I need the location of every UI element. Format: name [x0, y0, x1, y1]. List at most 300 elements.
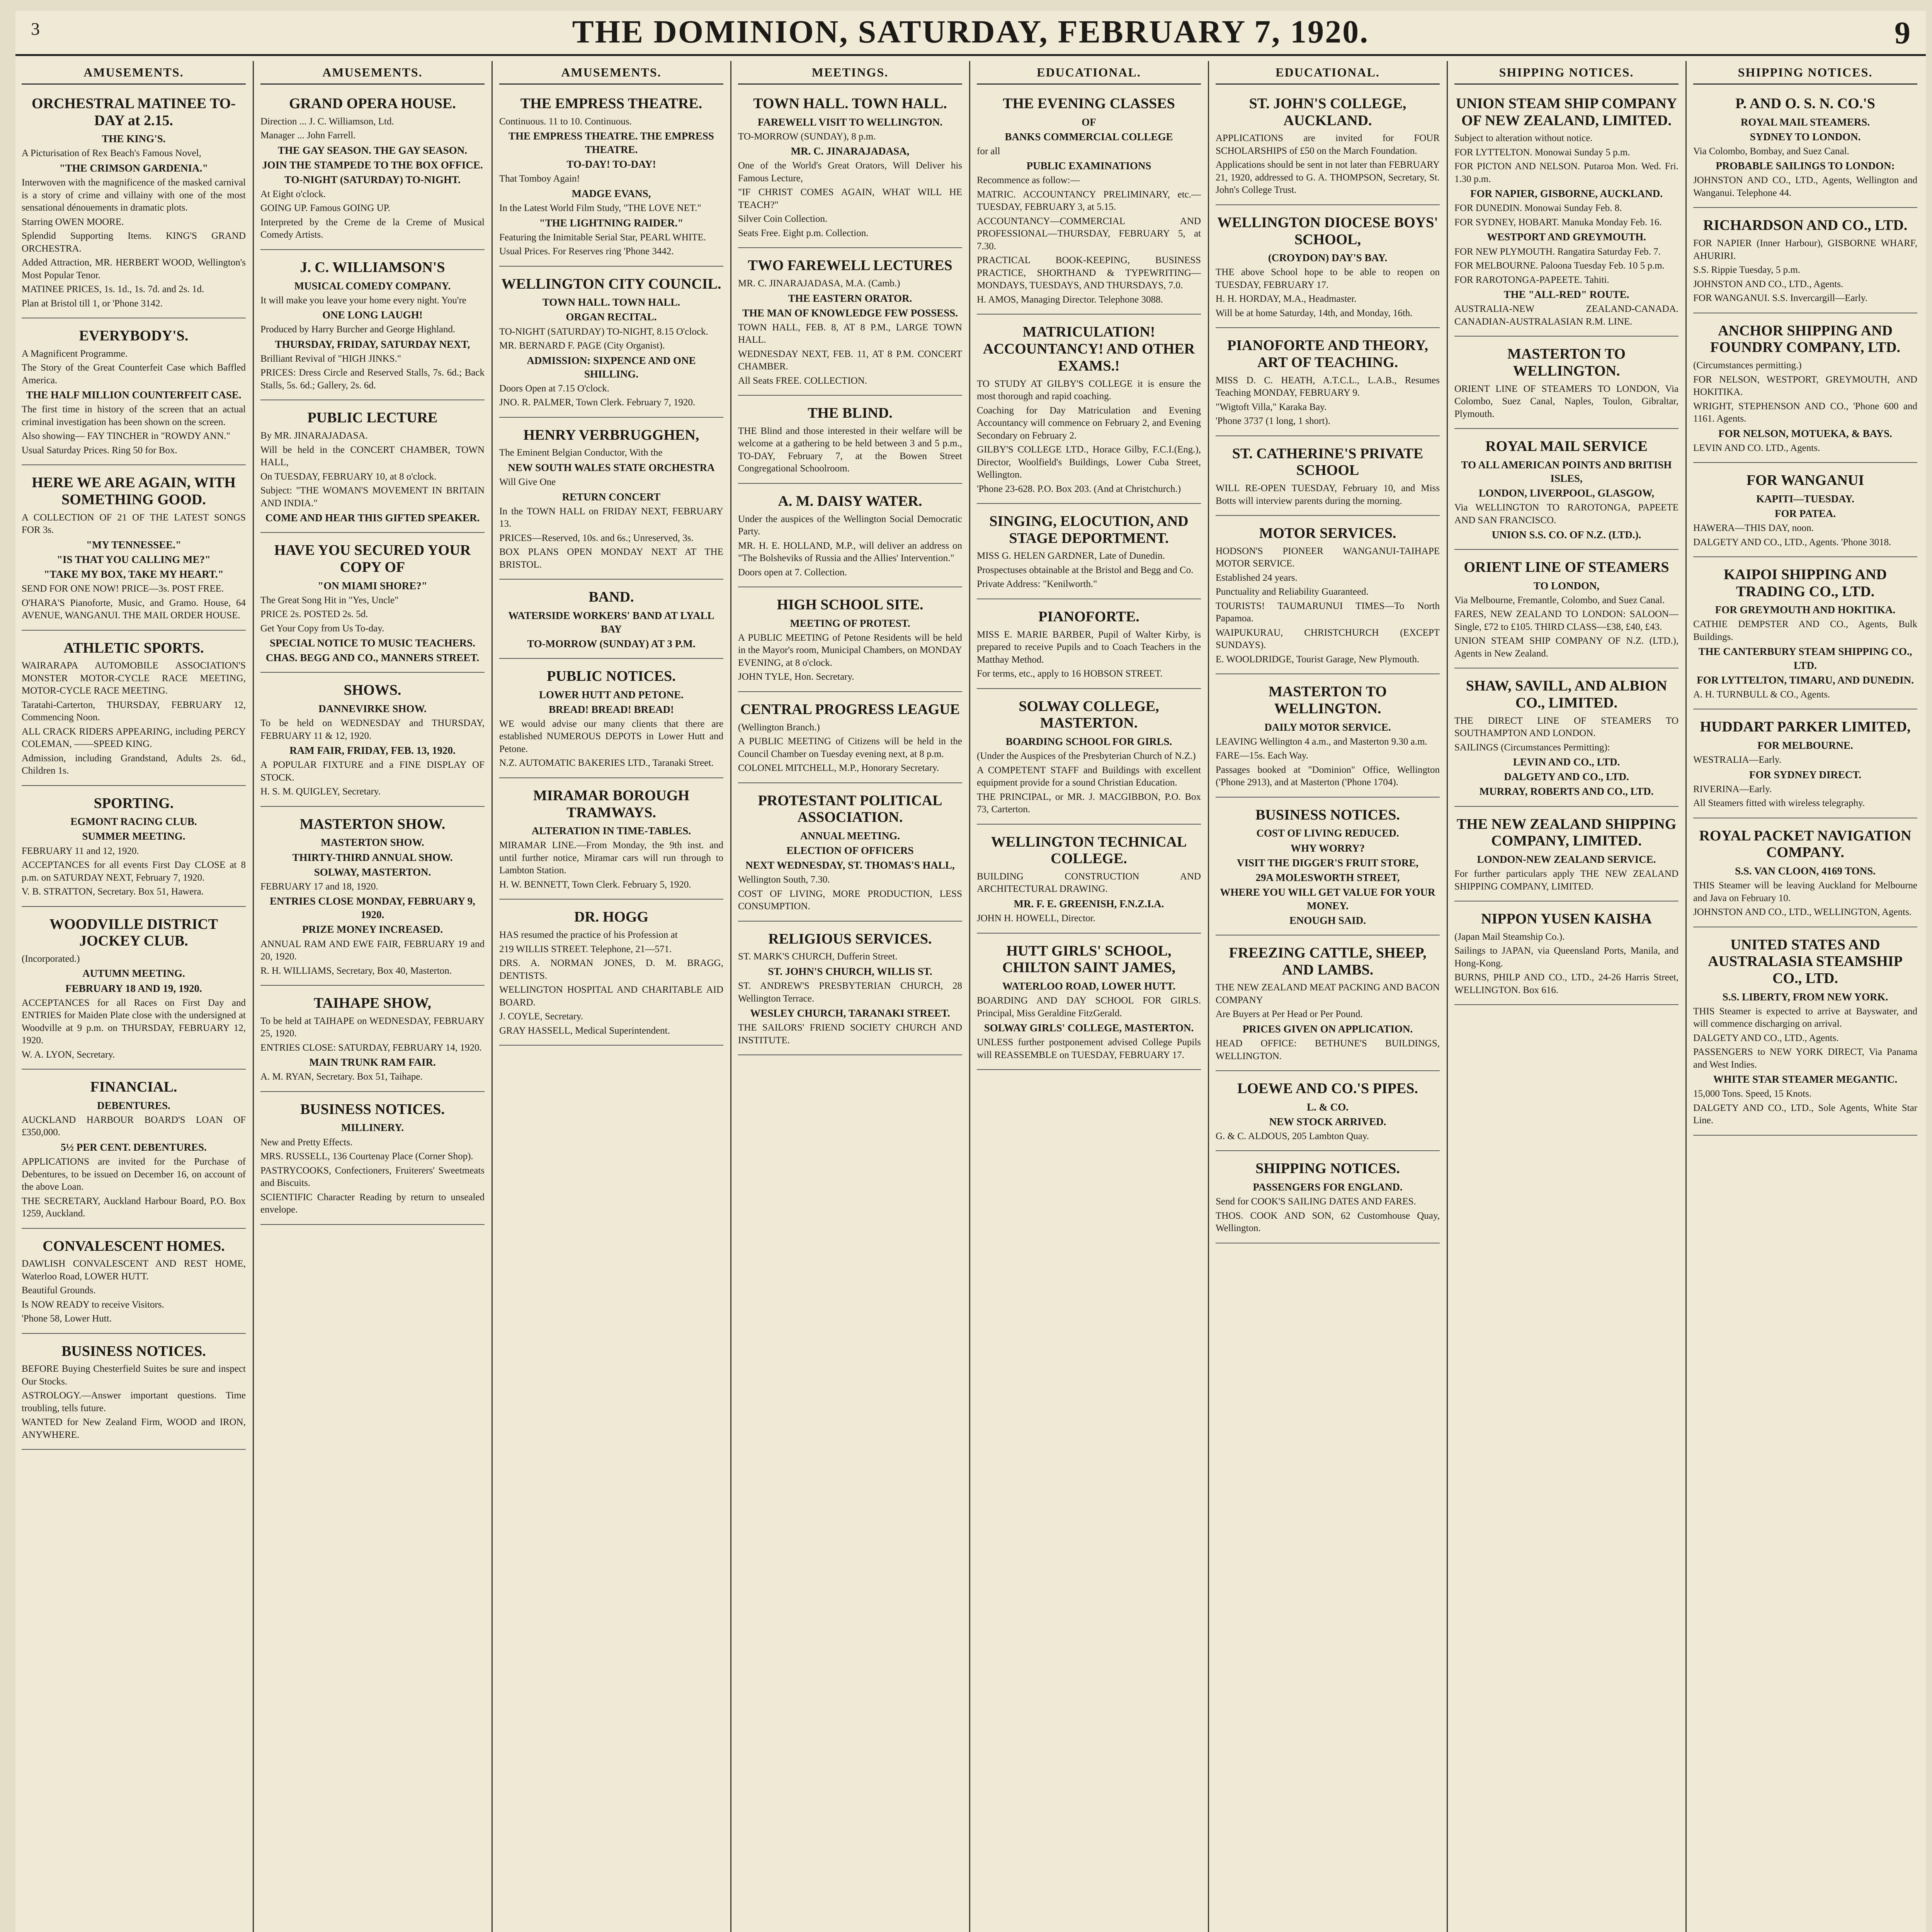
ad-text-line: WILL RE-OPEN TUESDAY, February 10, and Miss Botts will interview parents during the morning.: [1216, 483, 1440, 506]
ad-text-line: MAIN TRUNK RAM FAIR.: [309, 1056, 436, 1068]
ad-heading: MASTERTON TO WELLINGTON.: [1507, 346, 1626, 379]
ad-text-line: H. S. M. QUIGLEY, Secretary.: [260, 786, 381, 797]
advertisement: [738, 488, 962, 587]
page-title: THE DOMINION, SATURDAY, FEBRUARY 7, 1920.: [572, 14, 1369, 50]
ad-text-line: DALGETY AND CO., LTD.: [1504, 771, 1629, 783]
ad-text-line: MURRAY, ROBERTS AND CO., LTD.: [1479, 786, 1654, 798]
ad-heading: EVERYBODY'S.: [79, 328, 189, 344]
ad-text-line: Recommence as follow:—: [977, 175, 1080, 186]
advertisement: [1216, 678, 1440, 797]
ad-heading: BUSINESS NOTICES.: [1255, 806, 1400, 823]
ad-text-line: FEBRUARY 11 and 12, 1920.: [22, 845, 139, 856]
ad-text-line: THIS Steamer is expected to arrive at Bayswater, and will commence discharging on arrival.: [1693, 1006, 1917, 1029]
ad-text-line: Interwoven with the magnificence of the masked carnival is a story of crime and villainy with one of the most sensational dénouements in dramatic plots.: [22, 177, 246, 213]
ad-text-line: A COMPETENT STAFF and Buildings with excellent equipment provide for a sound Christian Education.: [977, 765, 1201, 788]
ad-text-line: MIRAMAR LINE.—From Monday, the 9th inst. and until further notice, Miramar cars will run through to Lambton Station.: [499, 840, 723, 876]
ad-text-line: ADMISSION: SIXPENCE AND ONE SHILLING.: [527, 354, 696, 380]
ad-heading: MIRAMAR BOROUGH TRAMWAYS.: [533, 787, 690, 821]
ad-heading: WELLINGTON CITY COUNCIL.: [501, 276, 721, 292]
ad-text-line: JOIN THE STAMPEDE TO THE BOX OFFICE.: [262, 159, 483, 171]
ad-heading: HUDDART PARKER LIMITED,: [1700, 719, 1911, 735]
advertisement: [1216, 209, 1440, 328]
ad-heading: SOLWAY COLLEGE, MASTERTON.: [1019, 698, 1159, 731]
ad-heading: TOWN HALL. TOWN HALL.: [753, 95, 947, 112]
ad-text-line: THE EMPRESS THEATRE. THE EMPRESS THEATRE.: [509, 130, 714, 156]
ad-text-line: New and Pretty Effects.: [260, 1137, 353, 1148]
ad-text-line: PRICES—Reserved, 10s. and 6s.; Unreserved, 3s.: [499, 532, 694, 543]
ad-text-line: UNLESS further postponement advised College Pupils will REASSEMBLE on TUESDAY, FEBRUARY 17.: [977, 1037, 1201, 1060]
ad-text-line: That Tomboy Again!: [499, 173, 580, 184]
ad-heading: PUBLIC NOTICES.: [547, 668, 676, 685]
ad-text-line: THE CANTERBURY STEAM SHIPPING CO., LTD.: [1698, 646, 1912, 671]
ad-heading: UNION STEAM SHIP COMPANY OF NEW ZEALAND, LIMITED.: [1456, 95, 1677, 129]
ad-text-line: Also showing— FAY TINCHER in "ROWDY ANN.": [22, 431, 230, 442]
ad-text-line: THE NEW ZEALAND MEAT PACKING AND BACON COMPANY: [1216, 982, 1440, 1005]
ad-text-line: 'Phone 3737 (1 long, 1 short).: [1216, 416, 1330, 427]
ad-text-line: MISS E. MARIE BARBER, Pupil of Walter Kirby, is prepared to receive Pupils and to Coach Teachers in the Matthay Method.: [977, 629, 1201, 665]
ad-text-line: H. W. BENNETT, Town Clerk. February 5, 1920.: [499, 879, 691, 890]
ad-heading: PUBLIC LECTURE: [307, 410, 438, 426]
ad-text-line: Via Melbourne, Fremantle, Colombo, and Suez Canal.: [1454, 595, 1665, 605]
ad-heading: UNITED STATES AND AUSTRALASIA STEAMSHIP CO., LTD.: [1708, 936, 1903, 986]
newspaper-column: [15, 63, 252, 1932]
ad-text-line: MISS G. HELEN GARDNER, Late of Dunedin.: [977, 551, 1165, 561]
ad-heading: CENTRAL PROGRESS LEAGUE: [740, 701, 960, 718]
newspaper-page: [15, 11, 1926, 1932]
ad-heading: FOR WANGANUI: [1746, 472, 1864, 489]
ad-heading: MASTERTON TO WELLINGTON.: [1269, 684, 1387, 717]
ad-text-line: GOING UP. Famous GOING UP.: [260, 203, 391, 214]
ad-text-line: Subject to alteration without notice.: [1454, 133, 1593, 144]
ad-heading: J. C. WILLIAMSON'S: [300, 259, 445, 276]
advertisement: [260, 1096, 485, 1225]
ad-text-line: For terms, etc., apply to 16 HOBSON STREET.: [977, 668, 1163, 679]
ad-heading: WELLINGTON TECHNICAL COLLEGE.: [991, 833, 1187, 867]
ad-text-line: "ON MIAMI SHORE?": [318, 580, 427, 592]
ad-heading: SINGING, ELOCUTION, AND STAGE DEPORTMENT.: [989, 513, 1189, 546]
ad-heading: KAIPOI SHIPPING AND TRADING CO., LTD.: [1723, 566, 1887, 600]
ad-text-line: Brilliant Revival of "HIGH JINKS.": [260, 353, 401, 364]
ad-text-line: THE Blind and those interested in their welfare will be welcome at a gathering to be held between 3 and 5 p.m., TO-DAY, February 7, at the Bowen Street Congregational Schoolroom.: [738, 425, 962, 474]
advertisement: [1216, 939, 1440, 1071]
ad-text-line: ROYAL MAIL STEAMERS.: [1740, 116, 1870, 128]
masthead: [15, 11, 1926, 56]
column-rule: [1685, 61, 1687, 1932]
ad-text-line: CATHIE DEMPSTER AND CO., Agents, Bulk Buildings.: [1693, 619, 1917, 642]
ad-text-line: MATINEE PRICES, 1s. 1d., 1s. 7d. and 2s. 1d.: [22, 284, 204, 295]
ad-heading: P. AND O. S. N. CO.'S: [1735, 95, 1875, 112]
ad-text-line: PRICES GIVEN ON APPLICATION.: [1242, 1023, 1413, 1035]
advertisement: [738, 696, 962, 783]
ad-text-line: WEDNESDAY NEXT, FEB. 11, AT 8 P.M. CONCERT CHAMBER.: [738, 349, 962, 372]
ad-text-line: (Japan Mail Steamship Co.).: [1454, 931, 1565, 942]
ad-text-line: "Wigtoft Villa," Karaka Bay.: [1216, 401, 1327, 412]
ad-text-line: KAPITI—TUESDAY.: [1756, 493, 1854, 505]
ad-text-line: N.Z. AUTOMATIC BAKERIES LTD., Taranaki Street.: [499, 758, 714, 769]
ad-text-line: 219 WILLIS STREET. Telephone, 21—571.: [499, 944, 672, 954]
ad-text-line: (Circumstances permitting.): [1693, 360, 1802, 371]
newspaper-column: [732, 63, 968, 1932]
ad-text-line: THE KING'S.: [102, 133, 166, 145]
ad-text-line: A POPULAR FIXTURE and a FINE DISPLAY OF STOCK.: [260, 760, 485, 783]
ad-text-line: THE "ALL-RED" ROUTE.: [1503, 289, 1629, 301]
ad-text-line: (Under the Auspices of the Presbyterian Church of N.Z.): [977, 751, 1196, 762]
column-header: AMUSEMENTS.: [499, 63, 723, 85]
ad-heading: SHAW, SAVILL, AND ALBION CO., LIMITED.: [1466, 678, 1667, 711]
ad-heading: ROYAL MAIL SERVICE: [1485, 438, 1648, 455]
newspaper-column: [1687, 63, 1923, 1932]
ad-text-line: FOR DUNEDIN. Monowai Sunday Feb. 8.: [1454, 203, 1622, 214]
advertisement: [1216, 520, 1440, 674]
advertisement: [260, 990, 485, 1092]
ad-text-line: Interpreted by the Creme de la Creme of Musical Comedy Artists.: [260, 217, 485, 240]
ad-text-line: TO-DAY! TO-DAY!: [566, 158, 656, 170]
ad-text-line: A. H. TURNBULL & CO., Agents.: [1693, 689, 1830, 700]
ad-text-line: 15,000 Tons. Speed, 15 Knots.: [1693, 1088, 1812, 1099]
ad-text-line: The Story of the Great Counterfeit Case which Baffled America.: [22, 362, 246, 386]
advertisement: [22, 469, 246, 630]
ad-text-line: S.S. VAN CLOON, 4169 TONS.: [1735, 865, 1876, 877]
ad-text-line: ORIENT LINE OF STEAMERS TO LONDON, Via Colombo, Suez Canal, Naples, Toulon, Gibraltar, Plymouth.: [1454, 383, 1679, 419]
ad-text-line: SOLWAY, MASTERTON.: [314, 866, 431, 878]
ad-text-line: W. A. LYON, Secretary.: [22, 1049, 115, 1060]
column-rule: [969, 61, 970, 1932]
ad-text-line: THE DIRECT LINE OF STEAMERS TO SOUTHAMPTON AND LONDON.: [1454, 715, 1679, 739]
ad-text-line: Send for COOK'S SAILING DATES AND FARES.: [1216, 1196, 1416, 1207]
ad-text-line: NEW SOUTH WALES STATE ORCHESTRA: [508, 461, 715, 473]
ad-heading: ORIENT LINE OF STEAMERS: [1464, 559, 1669, 576]
ad-heading: HENRY VERBRUGGHEN,: [523, 427, 699, 443]
ad-text-line: V. B. STRATTON, Secretary. Box 51, Hawera.: [22, 886, 204, 897]
advertisement: [22, 634, 246, 786]
ad-text-line: LEVIN AND CO., LTD.: [1513, 756, 1620, 768]
advertisement: [1216, 440, 1440, 516]
ad-text-line: CHAS. BEGG AND CO., MANNERS STREET.: [265, 652, 480, 664]
ad-text-line: Direction ... J. C. Williamson, Ltd.: [260, 116, 394, 127]
ad-text-line: WANTED for New Zealand Firm, WOOD and IRON, ANYWHERE.: [22, 1417, 246, 1440]
advertisement: [1454, 90, 1679, 337]
advertisement: [977, 508, 1201, 599]
ad-text-line: FOR MELBOURNE.: [1757, 739, 1853, 751]
ad-text-line: Is NOW READY to receive Visitors.: [22, 1299, 164, 1310]
ad-text-line: THIRTY-THIRD ANNUAL SHOW.: [292, 851, 453, 863]
ad-text-line: APPLICATIONS are invited for FOUR SCHOLARSHIPS of £50 on the March Foundation.: [1216, 133, 1440, 156]
ad-text-line: O'HARA'S Pianoforte, Music, and Gramo. House, 64 AVENUE, WANGANUI. THE MAIL ORDER HOUSE.: [22, 597, 246, 621]
ad-text-line: "THE LIGHTNING RAIDER.": [539, 217, 684, 229]
ad-text-line: L. & CO.: [1307, 1101, 1349, 1113]
ad-text-line: DAWLISH CONVALESCENT AND REST HOME, Waterloo Road, LOWER HUTT.: [22, 1259, 246, 1282]
ad-text-line: DANNEVIRKE SHOW.: [318, 703, 427, 715]
ad-text-line: LOWER HUTT AND PETONE.: [539, 689, 684, 701]
ad-text-line: WELLINGTON HOSPITAL AND CHARITABLE AID BOARD.: [499, 985, 723, 1008]
ad-text-line: Produced by Harry Burcher and George Highland.: [260, 324, 456, 335]
ad-text-line: FEBRUARY 17 and 18, 1920.: [260, 881, 378, 892]
ad-heading: NIPPON YUSEN KAISHA: [1481, 911, 1652, 927]
ad-text-line: S.S. LIBERTY, FROM NEW YORK.: [1722, 991, 1888, 1003]
ad-text-line: AUSTRALIA-NEW ZEALAND-CANADA. CANADIAN-AUSTRALASIAN R.M. LINE.: [1454, 304, 1679, 327]
ad-text-line: ALL CRACK RIDERS APPEARING, including PERCY COLEMAN, ——SPEED KING.: [22, 726, 246, 750]
ad-text-line: FOR SYDNEY DIRECT.: [1749, 769, 1862, 781]
ad-text-line: TO-NIGHT (SATURDAY) TO-NIGHT, 8.15 O'clock.: [499, 326, 708, 337]
ad-text-line: PASSENGERS FOR ENGLAND.: [1253, 1181, 1403, 1193]
ad-text-line: R. H. WILLIAMS, Secretary, Box 40, Masterton.: [260, 965, 452, 976]
ad-text-line: TOURISTS! TAUMARUNUI TIMES—To North Papamoa.: [1216, 600, 1440, 624]
ad-text-line: A. M. RYAN, Secretary. Box 51, Taihape.: [260, 1071, 423, 1082]
ad-text-line: ACCEPTANCES for all events First Day CLOSE at 8 p.m. on SATURDAY NEXT, February 7, 1920.: [22, 860, 246, 883]
ad-text-line: UNION S.S. CO. OF N.Z. (LTD.).: [1492, 529, 1641, 541]
ad-text-line: FOR LYTTELTON. Monowai Sunday 5 p.m.: [1454, 147, 1630, 158]
ad-text-line: G. & C. ALDOUS, 205 Lambton Quay.: [1216, 1131, 1369, 1141]
ad-text-line: MEETING OF PROTEST.: [790, 617, 910, 629]
ad-heading: HERE WE ARE AGAIN, WITH SOMETHING GOOD.: [32, 474, 236, 508]
advertisement: [499, 903, 723, 1046]
ad-text-line: All Seats FREE. COLLECTION.: [738, 375, 867, 386]
ad-text-line: ENTRIES CLOSE MONDAY, FEBRUARY 9, 1920.: [270, 895, 475, 921]
ad-text-line: "TAKE MY BOX, TAKE MY HEART.": [44, 568, 224, 580]
ad-text-line: WAIRARAPA AUTOMOBILE ASSOCIATION'S MONSTER MOTOR-CYCLE RACE MEETING, MOTOR-CYCLE RACE MEETING.: [22, 660, 246, 696]
ad-text-line: JNO. R. PALMER, Town Clerk. February 7, 1920.: [499, 397, 696, 408]
ad-text-line: for all: [977, 146, 1000, 156]
column-header: AMUSEMENTS.: [22, 63, 246, 85]
ad-text-line: DALGETY AND CO., LTD., Sole Agents, White Star Line.: [1693, 1102, 1917, 1126]
ad-text-line: MISS D. C. HEATH, A.T.C.L., L.A.B., Resumes Teaching MONDAY, FEBRUARY 9.: [1216, 375, 1440, 398]
ad-text-line: FARES, NEW ZEALAND TO LONDON: SALOON—Single, £72 to £105. THIRD CLASS—£38, £40, £43.: [1454, 609, 1679, 632]
ad-heading: PROTESTANT POLITICAL ASSOCIATION.: [758, 792, 942, 826]
advertisement: [1216, 332, 1440, 436]
ad-text-line: WATERLOO ROAD, LOWER HUTT.: [1002, 980, 1176, 992]
column-header: EDUCATIONAL.: [977, 63, 1201, 85]
ad-heading: MOTOR SERVICES.: [1259, 525, 1396, 542]
ad-heading: TAIHAPE SHOW,: [313, 995, 432, 1011]
ad-text-line: SEND FOR ONE NOW! PRICE—3s. POST FREE.: [22, 583, 224, 594]
advertisement: [499, 583, 723, 659]
advertisement: [1216, 90, 1440, 205]
ad-text-line: J. COYLE, Secretary.: [499, 1011, 583, 1022]
ad-text-line: Wellington South, 7.30.: [738, 874, 830, 885]
ad-text-line: FOR RAROTONGA-PAPEETE. Tahiti.: [1454, 274, 1609, 285]
ad-text-line: ASTROLOGY.—Answer important questions. Time troubling, tells future.: [22, 1390, 246, 1413]
ad-text-line: Established 24 years.: [1216, 572, 1298, 583]
column-rule: [730, 61, 731, 1932]
advertisement: [1216, 1155, 1440, 1243]
ad-heading: MASTERTON SHOW.: [299, 816, 446, 832]
ad-text-line: PASTRYCOOKS, Confectioners, Fruiterers' Sweetmeats and Biscuits.: [260, 1165, 485, 1189]
newspaper-column: [1209, 63, 1446, 1932]
ad-text-line: THURSDAY, FRIDAY, SATURDAY NEXT,: [275, 338, 470, 350]
advertisement: [1693, 212, 1917, 313]
ad-text-line: LONDON-NEW ZEALAND SERVICE.: [1477, 853, 1656, 865]
ad-heading: HUTT GIRLS' SCHOOL, CHILTON SAINT JAMES,: [1002, 942, 1176, 976]
ad-text-line: Sailings to JAPAN, via Queensland Ports, Manila, and Hong-Kong.: [1454, 946, 1679, 969]
ad-text-line: ST. ANDREW'S PRESBYTERIAN CHURCH, 28 Wellington Terrace.: [738, 981, 962, 1004]
ad-text-line: COST OF LIVING, MORE PRODUCTION, LESS CONSUMPTION.: [738, 888, 962, 912]
advertisement: [977, 828, 1201, 934]
advertisement: [738, 925, 962, 1055]
ad-text-line: BUILDING CONSTRUCTION AND ARCHITECTURAL DRAWING.: [977, 871, 1201, 895]
ad-text-line: A PUBLIC MEETING of Citizens will be held in the Council Chamber on Tuesday evening next, at 8 p.m.: [738, 736, 962, 759]
ad-text-line: WAIPUKURAU, CHRISTCHURCH (EXCEPT SUNDAYS).: [1216, 627, 1440, 651]
advertisement: [22, 1073, 246, 1228]
ad-text-line: Added Attraction, MR. HERBERT WOOD, Wellington's Most Popular Tenor.: [22, 257, 246, 281]
ad-text-line: THE MAN OF KNOWLEDGE FEW POSSESS.: [742, 307, 958, 319]
ad-text-line: ACCEPTANCES for all Races on First Day and ENTRIES for Maiden Plate close with the undersigned at Woodville at 9 p.m. on THURSDAY, FEBRUARY 12, 1920.: [22, 997, 246, 1046]
advertisement: [1693, 317, 1917, 463]
advertisement: [1454, 811, 1679, 901]
ad-text-line: THE above School hope to be able to reopen on TUESDAY, FEBRUARY 17.: [1216, 267, 1440, 290]
ad-text-line: JOHN H. HOWELL, Director.: [977, 913, 1095, 924]
ad-text-line: AUCKLAND HARBOUR BOARD'S LOAN OF £350,000.: [22, 1114, 246, 1138]
ad-text-line: The Great Song Hit in "Yes, Uncle": [260, 595, 399, 605]
ad-text-line: TO STUDY AT GILBY'S COLLEGE it is ensure the most thorough and rapid coaching.: [977, 378, 1201, 402]
advertisement: [1454, 905, 1679, 1005]
ad-text-line: FOR GREYMOUTH AND HOKITIKA.: [1715, 604, 1896, 616]
ad-heading: ATHLETIC SPORTS.: [63, 639, 204, 656]
ad-text-line: WRIGHT, STEPHENSON AND CO., 'Phone 600 and 1161. Agents.: [1693, 401, 1917, 424]
ad-heading: SHIPPING NOTICES.: [1255, 1160, 1400, 1177]
ad-text-line: OF: [1082, 116, 1096, 128]
ad-text-line: JOHNSTON AND CO., LTD., Agents.: [1693, 279, 1844, 289]
ad-text-line: FOR MELBOURNE. Paloona Tuesday Feb. 10 5 p.m.: [1454, 260, 1665, 271]
ad-text-line: FOR NELSON, MOTUEKA, & BAYS.: [1718, 427, 1892, 439]
ad-text-line: ORGAN RECITAL.: [566, 311, 657, 323]
ad-text-line: THIS Steamer will be leaving Auckland for Melbourne and Java on February 10.: [1693, 880, 1917, 903]
ad-text-line: WESTPORT AND GREYMOUTH.: [1487, 231, 1646, 243]
ad-text-line: MILLINERY.: [341, 1122, 404, 1134]
ad-text-line: TO-NIGHT (SATURDAY) TO-NIGHT.: [284, 173, 461, 185]
ad-text-line: MASTERTON SHOW.: [321, 837, 424, 849]
ad-text-line: VISIT THE DIGGER'S FRUIT STORE,: [1237, 857, 1418, 869]
ad-text-line: Doors open at 7. Collection.: [738, 567, 847, 578]
advertisement: [499, 782, 723, 900]
advertisement: [1693, 713, 1917, 818]
advertisement: [977, 937, 1201, 1070]
advertisement: [1454, 433, 1679, 550]
ad-text-line: TO-MORROW (SUNDAY), 8 p.m.: [738, 131, 876, 142]
ad-text-line: BANKS COMMERCIAL COLLEGE: [1005, 131, 1173, 143]
ad-text-line: MR. C. JINARAJADASA,: [791, 145, 910, 157]
advertisement: [499, 422, 723, 580]
ad-text-line: "MY TENNESSEE.": [86, 539, 182, 551]
advertisement: [499, 90, 723, 267]
ad-text-line: Prospectuses obtainable at the Bristol and Begg and Co.: [977, 565, 1194, 575]
column-header: EDUCATIONAL.: [1216, 63, 1440, 85]
ad-text-line: FOR NELSON, WESTPORT, GREYMOUTH, AND HOKITIKA.: [1693, 374, 1917, 398]
ad-text-line: WE would advise our many clients that there are established NUMEROUS DEPOTS in Lower Hutt and Petone.: [499, 718, 723, 754]
ad-text-line: MR. F. E. GREENISH, F.N.Z.I.A.: [1014, 898, 1164, 910]
ad-text-line: FAREWELL VISIT TO WELLINGTON.: [757, 116, 943, 128]
ad-text-line: Usual Saturday Prices. Ring 50 for Box.: [22, 445, 177, 456]
ad-text-line: Doors Open at 7.15 O'clock.: [499, 383, 609, 394]
advertisement: [22, 790, 246, 907]
ad-text-line: A PUBLIC MEETING of Petone Residents will be held in the Mayor's room, Municipal Chambers, on MONDAY EVENING, at 8 o'clock.: [738, 632, 962, 668]
ad-text-line: Manager ... John Farrell.: [260, 130, 356, 141]
ad-text-line: Are Buyers at Per Head or Per Pound.: [1216, 1009, 1363, 1020]
ad-text-line: ST. MARK'S CHURCH, Dufferin Street.: [738, 951, 898, 962]
ad-text-line: At Eight o'clock.: [260, 189, 326, 199]
ad-text-line: PRACTICAL BOOK-KEEPING, BUSINESS PRACTICE, SHORTHAND & TYPEWRITING—MONDAYS, TUESDAYS, AND THURSDAYS, 7.0.: [977, 255, 1201, 291]
ad-text-line: Will be held in the CONCERT CHAMBER, TOWN HALL,: [260, 444, 485, 468]
ad-heading: GRAND OPERA HOUSE.: [289, 95, 456, 112]
advertisement: [1216, 801, 1440, 935]
advertisement: [260, 254, 485, 400]
advertisement: [22, 1338, 246, 1450]
ad-text-line: FARE—15s. Each Way.: [1216, 750, 1308, 761]
ad-heading: TWO FAREWELL LECTURES: [748, 257, 952, 274]
ad-text-line: PROBABLE SAILINGS TO LONDON:: [1716, 160, 1895, 172]
ad-text-line: TOWN HALL, FEB. 8, AT 8 P.M., LARGE TOWN HALL.: [738, 322, 962, 345]
ad-heading: WELLINGTON DIOCESE BOYS' SCHOOL,: [1217, 214, 1438, 248]
advertisement: [499, 270, 723, 418]
ad-text-line: For further particulars apply THE NEW ZEALAND SHIPPING COMPANY, LIMITED.: [1454, 869, 1679, 892]
ad-text-line: Private Address: "Kenilworth.": [977, 579, 1097, 590]
ad-text-line: WESTRALIA—Early.: [1693, 755, 1782, 765]
ad-text-line: The first time in history of the screen that an actual criminal investigation has been shown on the screen.: [22, 404, 246, 427]
ad-text-line: The Eminent Belgian Conductor, With the: [499, 447, 663, 458]
ad-text-line: HEAD OFFICE: BETHUNE'S BUILDINGS, WELLINGTON.: [1216, 1038, 1440, 1061]
ad-heading: BUSINESS NOTICES.: [300, 1101, 445, 1117]
ad-text-line: Coaching for Day Matriculation and Evening Accountancy will commence on February 2, and Evening Secondary on February 2.: [977, 405, 1201, 441]
ad-heading: RICHARDSON AND CO., LTD.: [1703, 217, 1908, 234]
ad-text-line: WHY WORRY?: [1291, 842, 1365, 854]
ad-text-line: RAM FAIR, FRIDAY, FEB. 13, 1920.: [289, 745, 456, 757]
ad-text-line: FOR LYTTELTON, TIMARU, AND DUNEDIN.: [1697, 674, 1914, 686]
advertisement: [1693, 467, 1917, 557]
ad-text-line: WATERSIDE WORKERS' BAND AT LYALL BAY: [508, 609, 714, 635]
ad-text-line: "IS THAT YOU CALLING ME?": [56, 553, 211, 565]
ad-text-line: Usual Prices. For Reserves ring 'Phone 3442.: [499, 246, 674, 257]
ad-text-line: ST. JOHN'S CHURCH, WILLIS ST.: [768, 965, 932, 977]
ad-text-line: Starring OWEN MOORE.: [22, 216, 124, 227]
issue-number: 3: [31, 19, 40, 39]
column-header: SHIPPING NOTICES.: [1693, 63, 1917, 85]
ad-text-line: HAWERA—THIS DAY, noon.: [1693, 523, 1814, 533]
ad-text-line: All Steamers fitted with wireless telegraphy.: [1693, 798, 1865, 809]
ad-text-line: WHERE YOU WILL GET VALUE FOR YOUR MONEY.: [1220, 886, 1435, 912]
ad-text-line: In the Latest World Film Study, "THE LOVE NET.": [499, 203, 701, 214]
column-rule: [1447, 61, 1448, 1932]
ad-text-line: THE GAY SEASON. THE GAY SEASON.: [278, 144, 467, 156]
advertisement: [1693, 822, 1917, 927]
ad-text-line: Via Colombo, Bombay, and Suez Canal.: [1693, 146, 1849, 156]
advertisement: [499, 663, 723, 778]
ad-text-line: BOX PLANS OPEN MONDAY NEXT AT THE BRISTOL.: [499, 547, 723, 570]
ad-text-line: A Magnificent Programme.: [22, 348, 128, 359]
column-rule: [253, 61, 254, 1932]
advertisement: [22, 911, 246, 1070]
advertisement: [1693, 561, 1917, 709]
ad-text-line: MR. H. E. HOLLAND, M.P., will deliver an address on "The Bolsheviks of Russia and the Allies' Intervention.": [738, 540, 962, 564]
ad-text-line: FEBRUARY 18 AND 19, 1920.: [65, 982, 202, 994]
ad-text-line: FOR NAPIER, GISBORNE, AUCKLAND.: [1470, 188, 1663, 200]
ad-heading: FINANCIAL.: [90, 1079, 177, 1095]
ad-heading: ROYAL PACKET NAVIGATION COMPANY.: [1699, 827, 1912, 861]
ad-heading: BUSINESS NOTICES.: [61, 1343, 206, 1359]
ad-heading: CONVALESCENT HOMES.: [43, 1238, 225, 1254]
ad-text-line: PUBLIC EXAMINATIONS: [1026, 160, 1151, 172]
ad-heading: ST. JOHN'S COLLEGE, AUCKLAND.: [1249, 95, 1406, 129]
ad-text-line: Via WELLINGTON TO RAROTONGA, PAPEETE AND SAN FRANCISCO.: [1454, 502, 1679, 526]
ad-text-line: FOR PATEA.: [1775, 507, 1836, 519]
ad-heading: SPORTING.: [94, 795, 174, 811]
advertisement: [1216, 1075, 1440, 1151]
ad-text-line: GRAY HASSELL, Medical Superintendent.: [499, 1025, 670, 1036]
ad-text-line: THE SAILORS' FRIEND SOCIETY CHURCH AND INSTITUTE.: [738, 1022, 962, 1046]
advertisement: [260, 811, 485, 986]
ad-heading: THE NEW ZEALAND SHIPPING COMPANY, LIMITED.: [1456, 816, 1677, 849]
ad-text-line: ENTRIES CLOSE: SATURDAY, FEBRUARY 14, 1920.: [260, 1042, 482, 1053]
ad-text-line: Taratahi-Carterton, THURSDAY, FEBRUARY 12, Commencing Noon.: [22, 699, 246, 723]
ad-text-line: Get Your Copy from Us To-day.: [260, 623, 384, 634]
